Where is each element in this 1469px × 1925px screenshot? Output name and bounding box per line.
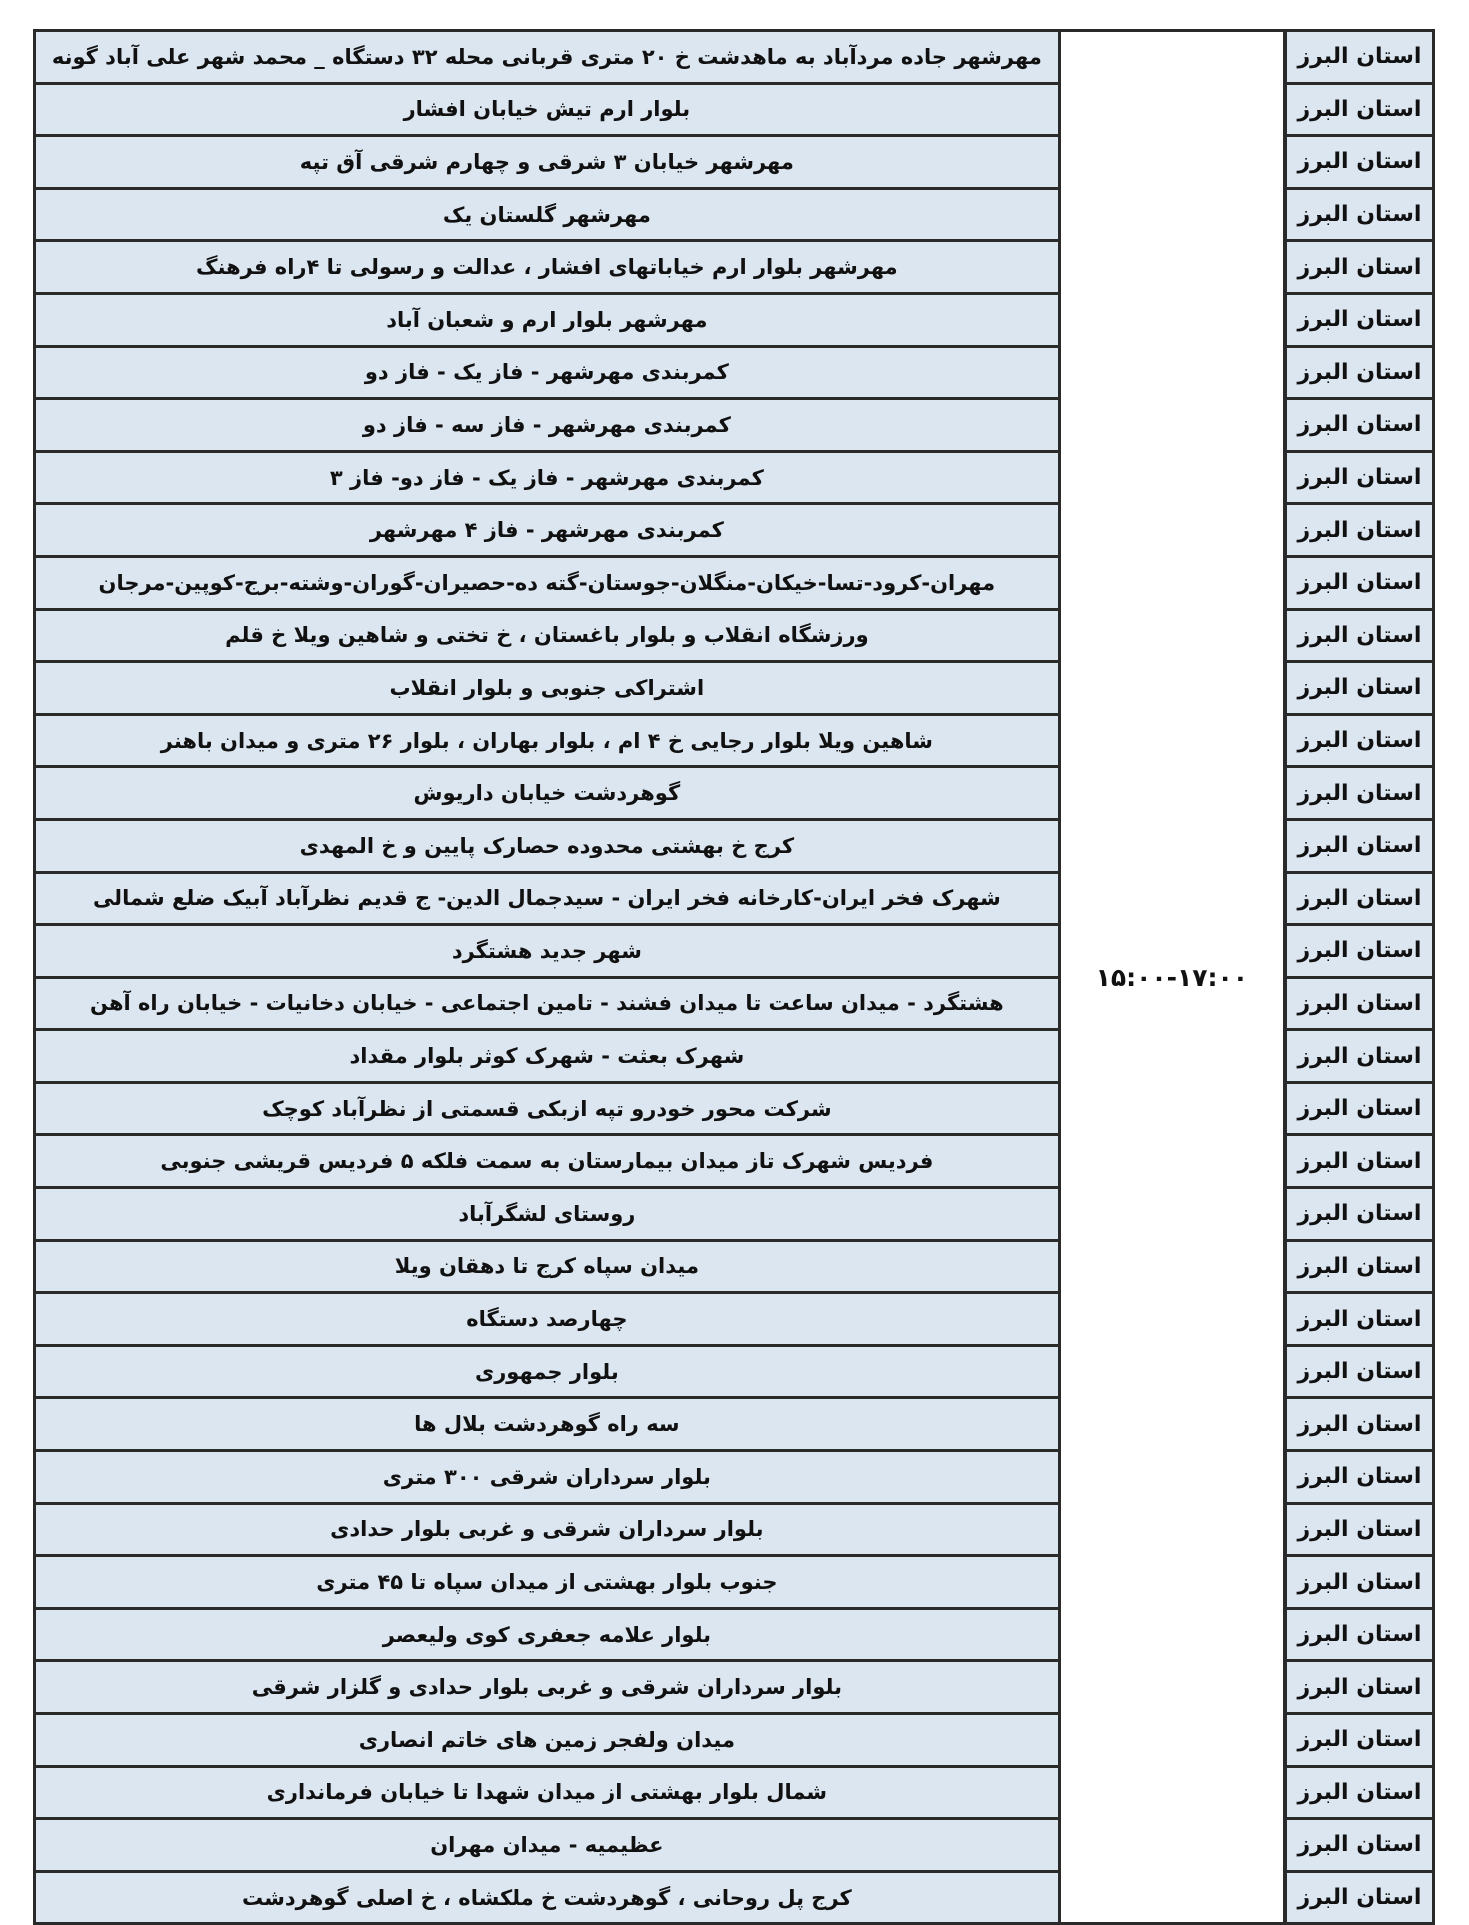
area-cell — [35, 767, 1060, 820]
province-cell — [1285, 1608, 1433, 1661]
area-cell — [35, 1082, 1060, 1135]
province-cell — [1285, 1661, 1433, 1714]
province-text: استان البرز — [1297, 622, 1422, 648]
area-cell — [35, 83, 1060, 136]
province-cell — [1285, 662, 1433, 715]
area-cell — [35, 925, 1060, 978]
area-text: بلوار سرداران شرقی و غربی بلوار حدادی — [330, 1517, 764, 1542]
area-cell — [35, 1135, 1060, 1188]
table-row — [35, 31, 1434, 84]
area-text: مهرشهر بلوار ارم و شعبان آباد — [386, 307, 708, 332]
province-text: استان البرز — [1297, 1885, 1422, 1911]
area-cell — [35, 293, 1060, 346]
province-cell — [1285, 1819, 1433, 1872]
province-text: استان البرز — [1297, 465, 1422, 491]
area-cell — [35, 188, 1060, 241]
province-text: استان البرز — [1297, 1148, 1422, 1174]
area-text: مهرشهر بلوار ارم خیاباتهای افشار ، عدالت و رسولی تا ۴راه فرهنگ — [196, 255, 898, 280]
province-text: استان البرز — [1297, 1201, 1422, 1227]
area-cell — [35, 1030, 1060, 1083]
area-text: روستای لشگرآباد — [458, 1201, 636, 1226]
area-text: شرکت محور خودرو تپه ازبکی قسمتی از نظرآباد کوچک — [262, 1096, 832, 1121]
province-text: استان البرز — [1297, 1359, 1422, 1385]
area-cell — [35, 662, 1060, 715]
province-cell — [1285, 1240, 1433, 1293]
province-text: استان البرز — [1297, 990, 1422, 1016]
province-text: استان البرز — [1297, 44, 1422, 70]
area-cell — [35, 872, 1060, 925]
area-text: ورزشگاه انقلاب و بلوار باغستان ، خ تختی و شاهین ویلا خ قلم — [225, 623, 869, 648]
province-text: استان البرز — [1297, 885, 1422, 911]
area-text: میدان سپاه کرج تا دهقان ویلا — [394, 1254, 699, 1279]
area-text: جنوب بلوار بهشتی از میدان سپاه تا ۴۵ متری — [316, 1570, 778, 1595]
province-cell — [1285, 1503, 1433, 1556]
province-cell — [1285, 714, 1433, 767]
area-text: کمربندی مهرشهر - فاز یک - فاز دو- فاز ۳ — [329, 465, 764, 490]
province-text: استان البرز — [1297, 1253, 1422, 1279]
area-text: کرج پل روحانی ، گوهردشت خ ملکشاه ، خ اصلی گوهردشت — [241, 1885, 852, 1910]
area-cell — [35, 1188, 1060, 1241]
area-cell — [35, 1819, 1060, 1872]
province-text: استان البرز — [1297, 1464, 1422, 1490]
province-cell — [1285, 1293, 1433, 1346]
province-text: استان البرز — [1297, 675, 1422, 701]
province-text: استان البرز — [1297, 517, 1422, 543]
province-cell — [1285, 1398, 1433, 1451]
province-cell — [1285, 1714, 1433, 1767]
outage-schedule-table — [33, 29, 1435, 1925]
province-cell — [1285, 1556, 1433, 1609]
province-text: استان البرز — [1297, 833, 1422, 859]
province-text: استان البرز — [1297, 570, 1422, 596]
province-text: استان البرز — [1297, 1306, 1422, 1332]
province-text: استان البرز — [1297, 1043, 1422, 1069]
area-text: هشتگرد - میدان ساعت تا میدان فشند - تامین اجتماعی - خیابان دخانیات - خیابان راه آهن — [90, 991, 1004, 1016]
area-cell — [35, 399, 1060, 452]
province-cell — [1285, 819, 1433, 872]
province-cell — [1285, 241, 1433, 294]
area-cell — [35, 504, 1060, 557]
province-text: استان البرز — [1297, 96, 1422, 122]
province-text: استان البرز — [1297, 728, 1422, 754]
province-cell — [1285, 977, 1433, 1030]
province-cell — [1285, 293, 1433, 346]
area-text: میدان ولفجر زمین های خاتم انصاری — [358, 1727, 735, 1752]
province-cell — [1285, 346, 1433, 399]
area-cell — [35, 1240, 1060, 1293]
area-text: بلوار سرداران شرقی ۳۰۰ متری — [382, 1464, 711, 1489]
province-text: استان البرز — [1297, 1622, 1422, 1648]
area-cell — [35, 1661, 1060, 1714]
province-cell — [1285, 399, 1433, 452]
area-text: فردیس شهرک تاز میدان بیمارستان به سمت فلکه ۵ فردیس قریشی جنوبی — [160, 1149, 934, 1174]
province-text: استان البرز — [1297, 359, 1422, 385]
area-text: مهران-کرود-تسا-خیکان-منگلان-جوستان-گته ده-حصیران-گوران-وشته-برج-کوپین-مرجان — [98, 570, 996, 595]
area-cell — [35, 1608, 1060, 1661]
province-text: استان البرز — [1297, 1727, 1422, 1753]
province-cell — [1285, 136, 1433, 189]
province-cell — [1285, 872, 1433, 925]
area-text: چهارصد دستگاه — [466, 1307, 628, 1332]
area-text: مهرشهر گلستان یک — [442, 202, 651, 227]
province-text: استان البرز — [1297, 254, 1422, 280]
area-text: بلوار علامه جعفری کوی ولیعصر — [382, 1622, 712, 1647]
province-cell — [1285, 31, 1433, 84]
area-text: اشتراکی جنوبی و بلوار انقلاب — [389, 675, 705, 700]
province-text: استان البرز — [1297, 1832, 1422, 1858]
area-text: شهرک بعثت - شهرک کوثر بلوار مقداد — [349, 1044, 745, 1069]
province-cell — [1285, 1135, 1433, 1188]
province-text: استان البرز — [1297, 1411, 1422, 1437]
province-text: استان البرز — [1297, 1674, 1422, 1700]
area-text: کمربندی مهرشهر - فاز ۴ مهرشهر — [369, 518, 724, 543]
time-slot-text: ۱۵:۰۰-۱۷:۰۰ — [1095, 962, 1249, 992]
area-cell — [35, 819, 1060, 872]
area-cell — [35, 1503, 1060, 1556]
province-cell — [1285, 1345, 1433, 1398]
area-cell — [35, 977, 1060, 1030]
province-cell — [1285, 83, 1433, 136]
area-text: سه راه گوهردشت بلال ها — [414, 1412, 680, 1437]
province-text: استان البرز — [1297, 1569, 1422, 1595]
area-cell — [35, 31, 1060, 84]
province-text: استان البرز — [1297, 202, 1422, 228]
area-text: شاهین ویلا بلوار رجایی خ ۴ ام ، بلوار بهاران ، بلوار ۲۶ متری و میدان باهنر — [160, 728, 933, 753]
province-cell — [1285, 1451, 1433, 1504]
province-text: استان البرز — [1297, 307, 1422, 333]
province-cell — [1285, 767, 1433, 820]
province-cell — [1285, 1082, 1433, 1135]
province-cell — [1285, 188, 1433, 241]
province-cell — [1285, 925, 1433, 978]
area-cell — [35, 451, 1060, 504]
area-text: شمال بلوار بهشتی از میدان شهدا تا خیابان فرمانداری — [266, 1780, 828, 1805]
province-text: استان البرز — [1297, 780, 1422, 806]
province-text: استان البرز — [1297, 412, 1422, 438]
province-text: استان البرز — [1297, 149, 1422, 175]
province-text: استان البرز — [1297, 1516, 1422, 1542]
area-cell — [35, 714, 1060, 767]
province-cell — [1285, 1766, 1433, 1819]
area-text: بلوار جمهوری — [474, 1359, 619, 1384]
area-text: مهرشهر جاده مردآباد به ماهدشت خ ۲۰ متری قربانی محله ۳۲ دستگاه _ محمد شهر علی آباد گونه — [51, 44, 1042, 69]
province-text: استان البرز — [1297, 938, 1422, 964]
area-text: شهرک فخر ایران-کارخانه فخر ایران - سیدجمال الدین- ج قدیم نظرآباد آبیک ضلع شمالی — [92, 886, 1001, 911]
time-slot-cell — [1059, 31, 1284, 1924]
area-text: شهر جدید هشتگرد — [451, 938, 642, 963]
area-cell — [35, 609, 1060, 662]
area-cell — [35, 1556, 1060, 1609]
area-text: بلوار سرداران شرقی و غربی بلوار حدادی و گلزار شرقی — [251, 1675, 842, 1700]
province-text: استان البرز — [1297, 1096, 1422, 1122]
area-cell — [35, 1766, 1060, 1819]
province-cell — [1285, 1188, 1433, 1241]
area-cell — [35, 136, 1060, 189]
area-text: کمربندی مهرشهر - فاز یک - فاز دو — [364, 360, 729, 385]
area-text: گوهردشت خیابان داریوش — [413, 781, 681, 806]
province-cell — [1285, 609, 1433, 662]
area-cell — [35, 1451, 1060, 1504]
area-text: مهرشهر خیابان ۳ شرقی و چهارم شرقی آق تپه — [299, 149, 794, 174]
schedule-table-body — [35, 31, 1434, 1924]
area-cell — [35, 346, 1060, 399]
area-cell — [35, 1398, 1060, 1451]
province-cell — [1285, 1030, 1433, 1083]
area-text: عظیمیه - میدان مهران — [430, 1832, 664, 1857]
province-cell — [1285, 556, 1433, 609]
area-text: بلوار ارم تیش خیابان افشار — [403, 97, 691, 122]
province-cell — [1285, 451, 1433, 504]
area-cell — [35, 556, 1060, 609]
area-cell — [35, 1345, 1060, 1398]
province-text: استان البرز — [1297, 1779, 1422, 1805]
province-cell — [1285, 504, 1433, 557]
area-cell — [35, 241, 1060, 294]
area-cell — [35, 1714, 1060, 1767]
area-text: کرج خ بهشتی محدوده حصارک پایین و خ المهدی — [299, 833, 795, 858]
area-text: کمربندی مهرشهر - فاز سه - فاز دو — [362, 412, 731, 437]
area-cell — [35, 1293, 1060, 1346]
